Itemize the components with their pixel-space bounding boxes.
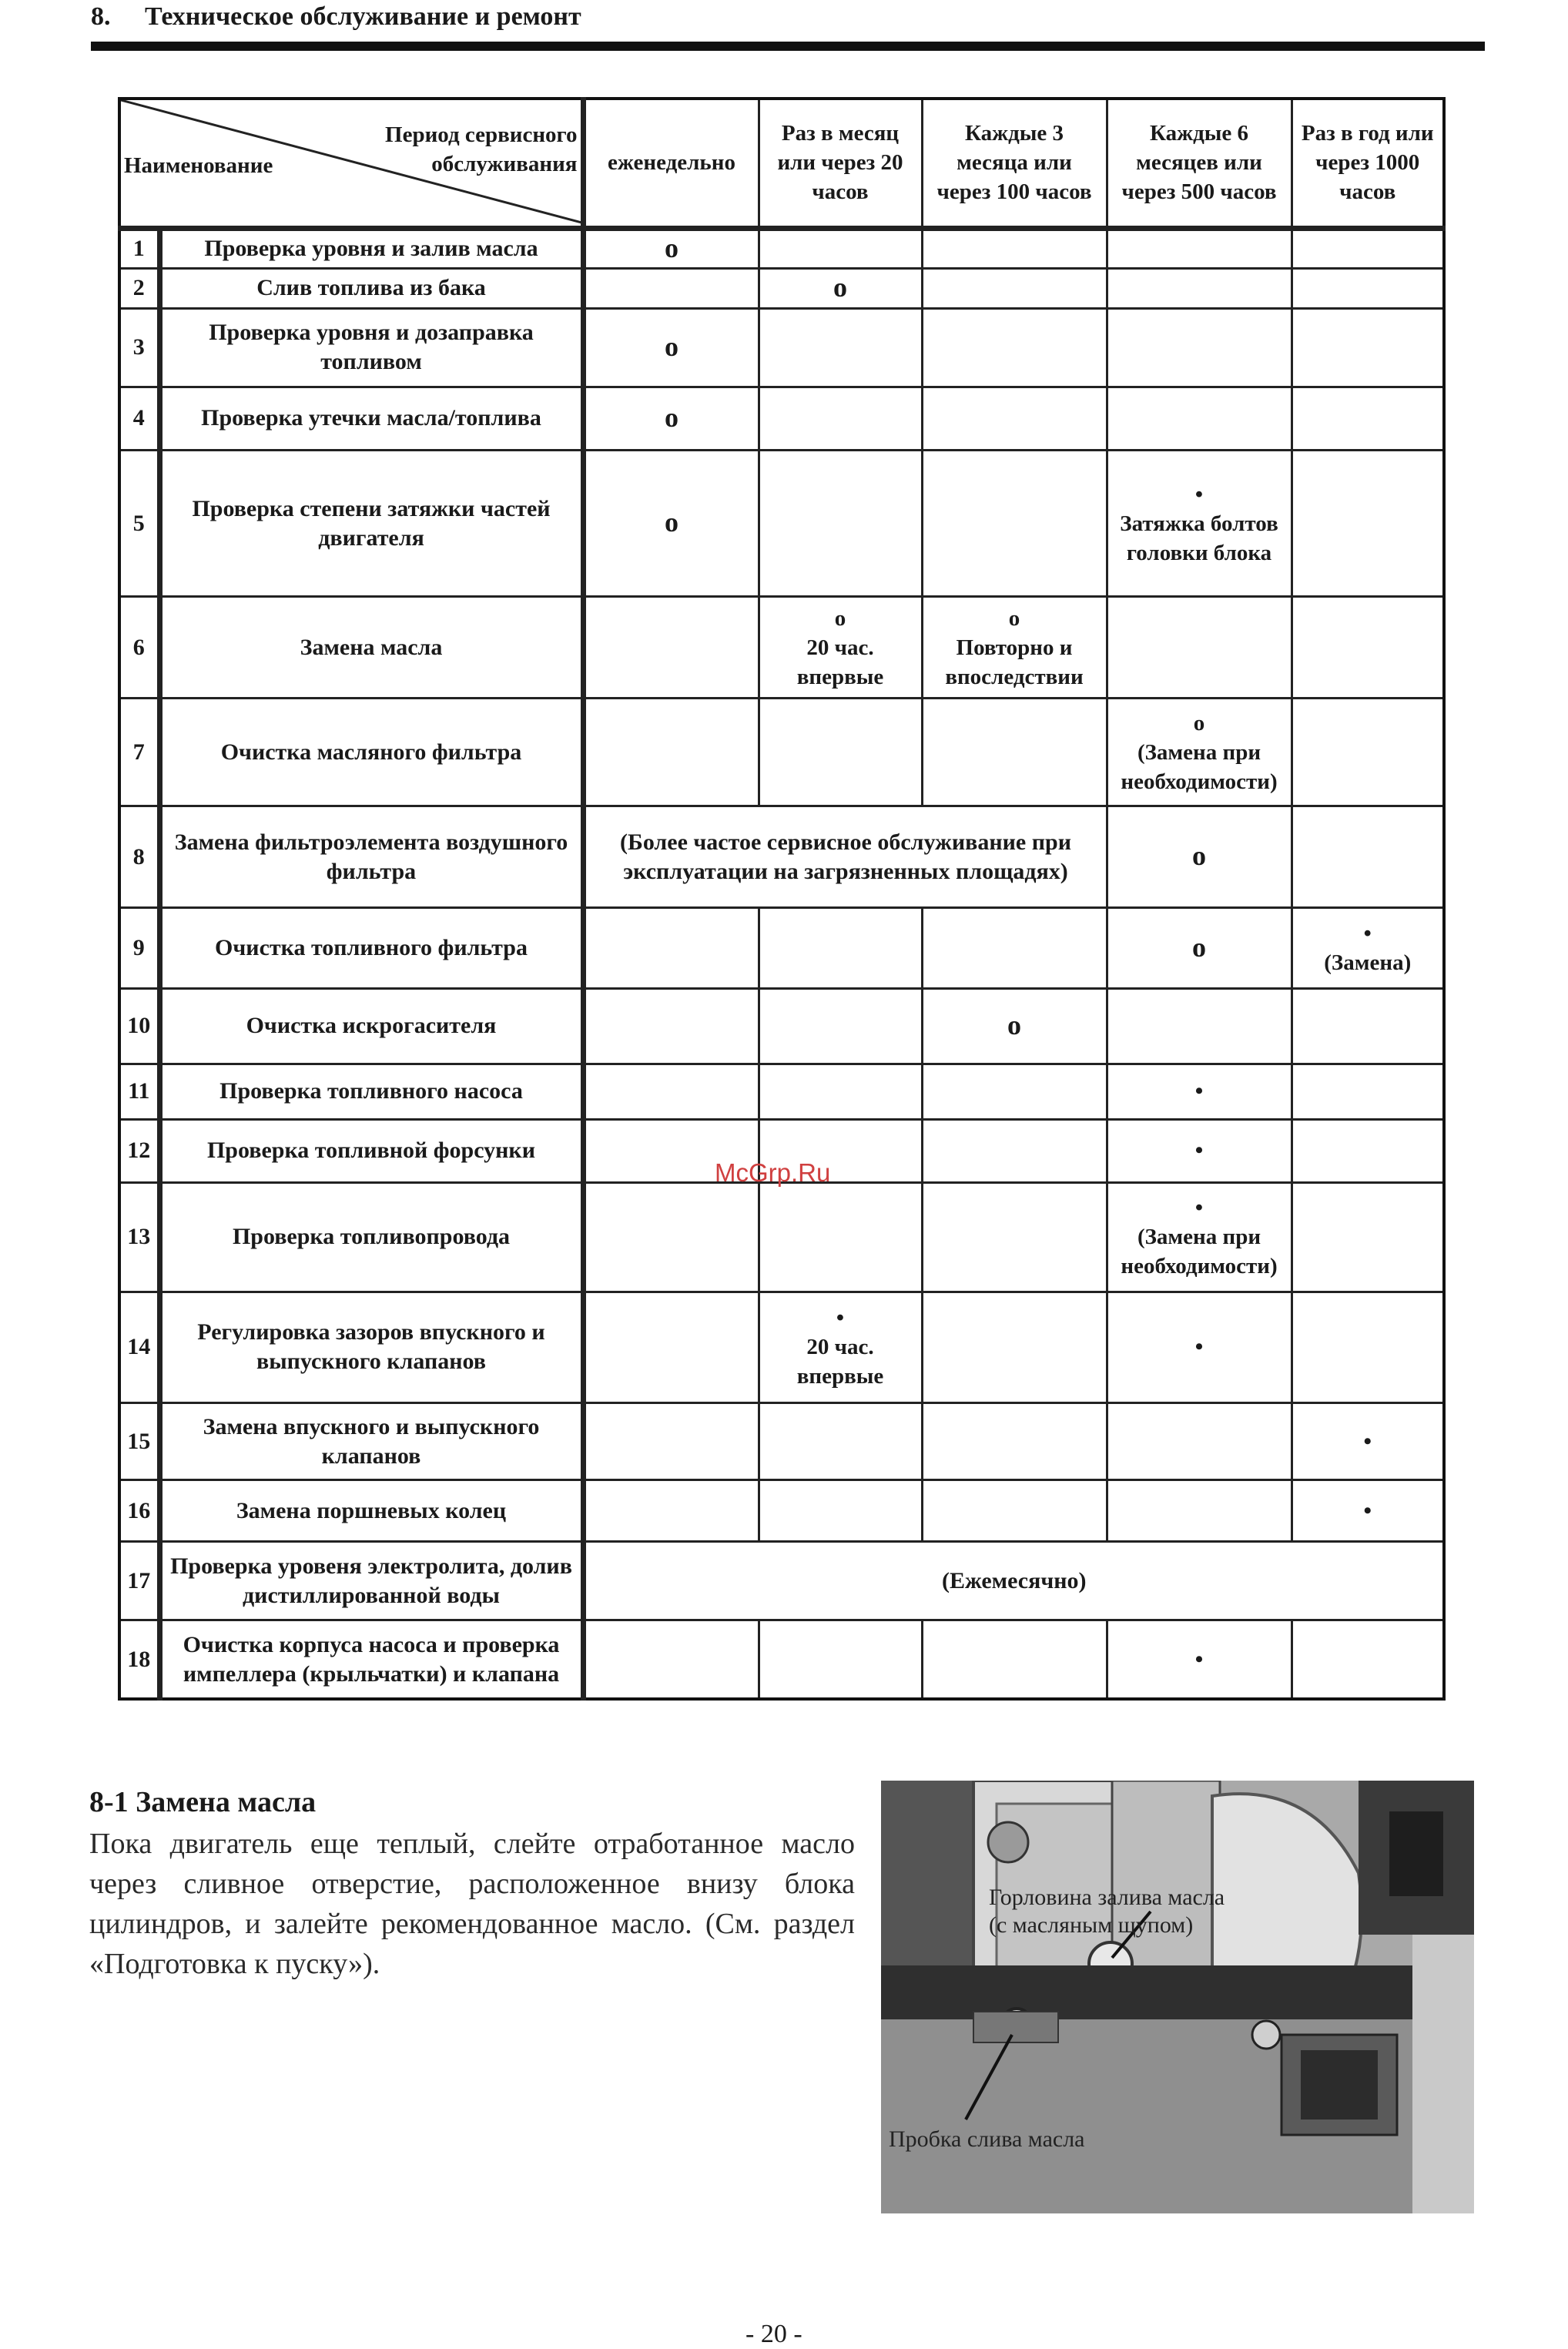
cell-three-month <box>922 308 1107 387</box>
table-row <box>119 908 1444 988</box>
subsection-body: Пока двигатель еще теплый, слейте отработанное масло через сливное отверстие, расположенное внизу блока цилиндров, и залейте рекомендованное масло. (См. раздел «Подготовка к пуску»). <box>89 1828 855 1980</box>
cell-yearly <box>1292 450 1444 596</box>
table-row <box>119 1403 1444 1480</box>
mark: • <box>1194 481 1204 507</box>
mark: • <box>1194 1138 1204 1164</box>
mark: o <box>665 330 678 362</box>
cell-three-month <box>922 1620 1107 1699</box>
cell-weekly <box>583 1480 759 1542</box>
cell-note: 20 час. впервые <box>796 1335 884 1389</box>
cell-weekly <box>583 1064 759 1119</box>
cell-three-month <box>922 1064 1107 1119</box>
cell-note: (Замена) <box>1324 950 1412 976</box>
row-name: Очистка корпуса насоса и проверка импеллера (крыльчатки) и клапана <box>159 1620 583 1699</box>
row-name: Проверка топливопровода <box>159 1182 583 1292</box>
row-name: Проверка уровеня электролита, долив дистиллированной воды <box>159 1542 583 1620</box>
row-number: 3 <box>119 308 159 387</box>
row-name: Очистка масляного фильтра <box>159 699 583 806</box>
row-name: Проверка топливной форсунки <box>159 1119 583 1182</box>
cell-monthly <box>759 1292 922 1402</box>
cell-yearly <box>1292 268 1444 308</box>
row-number: 15 <box>119 1403 159 1480</box>
cell-yearly <box>1292 806 1444 908</box>
maintenance-schedule-table <box>118 97 1446 1701</box>
merged-note-cell: (Ежемесячно) <box>583 1542 1444 1620</box>
cell-six-month <box>1107 1292 1292 1402</box>
corner-header-cell <box>119 99 583 228</box>
oil-filler-label: Горловина залива масла (с масляным щупом) <box>989 1885 1225 1938</box>
table-row <box>119 1542 1444 1620</box>
cell-monthly <box>759 228 922 268</box>
cell-yearly <box>1292 1403 1444 1480</box>
cell-monthly <box>759 308 922 387</box>
cell-yearly <box>1292 1480 1444 1542</box>
cell-weekly <box>583 450 759 596</box>
cell-three-month <box>922 699 1107 806</box>
cell-six-month <box>1107 908 1292 988</box>
row-number: 7 <box>119 699 159 806</box>
table-row <box>119 1620 1444 1699</box>
table-row <box>119 1292 1444 1402</box>
cell-yearly <box>1292 1182 1444 1292</box>
name-label: Наименование <box>124 153 273 178</box>
mark: • <box>1194 1078 1204 1104</box>
row-number: 11 <box>119 1064 159 1119</box>
cell-monthly <box>759 387 922 450</box>
mark: o <box>665 401 678 433</box>
cell-yearly <box>1292 1620 1444 1699</box>
cell-three-month <box>922 1119 1107 1182</box>
cell-three-month <box>922 597 1107 699</box>
cell-three-month <box>922 908 1107 988</box>
cell-yearly <box>1292 988 1444 1064</box>
mark: o <box>665 232 678 263</box>
subsection-title: 8-1 Замена масла <box>89 1786 317 1818</box>
cell-three-month <box>922 1182 1107 1292</box>
row-name: Замена впускного и выпускного клапанов <box>159 1403 583 1480</box>
mark: • <box>1194 1334 1204 1360</box>
watermark: McGrp.Ru <box>715 1158 831 1187</box>
cell-six-month <box>1107 1403 1292 1480</box>
column-header: Каждые 3 месяца или через 100 часов <box>922 99 1107 228</box>
cell-monthly <box>759 268 922 308</box>
table-row <box>119 308 1444 387</box>
table-row <box>119 806 1444 908</box>
cell-yearly <box>1292 1064 1444 1119</box>
cell-six-month <box>1107 308 1292 387</box>
mark: • <box>1363 921 1372 947</box>
column-header: Каждые 6 месяцев или через 500 часов <box>1107 99 1292 228</box>
mark: • <box>1363 1497 1372 1523</box>
row-number: 17 <box>119 1542 159 1620</box>
column-header: Раз в год или через 1000 часов <box>1292 99 1444 228</box>
row-name: Проверка топливного насоса <box>159 1064 583 1119</box>
row-number: 18 <box>119 1620 159 1699</box>
cell-monthly <box>759 597 922 699</box>
cell-yearly <box>1292 228 1444 268</box>
mark: o <box>665 507 678 538</box>
row-number: 14 <box>119 1292 159 1402</box>
cell-three-month <box>922 450 1107 596</box>
row-number: 8 <box>119 806 159 908</box>
table-row <box>119 1064 1444 1119</box>
cell-yearly <box>1292 597 1444 699</box>
mark: o <box>833 271 847 303</box>
cell-three-month <box>922 387 1107 450</box>
row-name: Проверка уровня и дозаправка топливом <box>159 308 583 387</box>
row-number: 6 <box>119 597 159 699</box>
cell-six-month <box>1107 387 1292 450</box>
cell-monthly <box>759 1182 922 1292</box>
cell-monthly <box>759 1480 922 1542</box>
mark: o <box>1007 1009 1021 1040</box>
mark: o <box>1193 710 1205 736</box>
cell-weekly <box>583 988 759 1064</box>
cell-monthly <box>759 908 922 988</box>
cell-weekly <box>583 268 759 308</box>
period-label: Период сервисного обслуживания <box>385 122 578 176</box>
cell-weekly <box>583 1182 759 1292</box>
cell-six-month <box>1107 988 1292 1064</box>
cell-note: (Замена при необходимости) <box>1121 1225 1278 1279</box>
row-number: 13 <box>119 1182 159 1292</box>
table-row <box>119 268 1444 308</box>
cell-monthly <box>759 699 922 806</box>
row-number: 1 <box>119 228 159 268</box>
cell-monthly <box>759 1620 922 1699</box>
mark: • <box>1194 1646 1204 1672</box>
mark: o <box>1008 605 1020 631</box>
row-name: Замена фильтроэлемента воздушного фильтра <box>159 806 583 908</box>
cell-six-month <box>1107 450 1292 596</box>
cell-six-month <box>1107 806 1292 908</box>
cell-monthly <box>759 1064 922 1119</box>
cell-three-month <box>922 228 1107 268</box>
cell-weekly <box>583 1403 759 1480</box>
cell-weekly <box>583 1620 759 1699</box>
cell-monthly <box>759 1403 922 1480</box>
cell-note: 20 час. впервые <box>796 635 884 689</box>
cell-six-month <box>1107 1480 1292 1542</box>
column-header: еженедельно <box>583 99 759 228</box>
section-number: 8. <box>91 2 111 31</box>
cell-six-month <box>1107 597 1292 699</box>
mark: o <box>834 605 846 631</box>
row-number: 16 <box>119 1480 159 1542</box>
table-row <box>119 387 1444 450</box>
cell-yearly <box>1292 308 1444 387</box>
mark: • <box>1363 1428 1372 1454</box>
cell-six-month <box>1107 1182 1292 1292</box>
cell-note: Повторно и впоследствии <box>945 635 1084 689</box>
row-name: Замена масла <box>159 597 583 699</box>
table-header-row <box>119 99 1444 228</box>
cell-weekly <box>583 908 759 988</box>
cell-yearly <box>1292 1292 1444 1402</box>
row-number: 12 <box>119 1119 159 1182</box>
mark: • <box>836 1305 845 1331</box>
cell-yearly <box>1292 908 1444 988</box>
row-number: 5 <box>119 450 159 596</box>
cell-weekly <box>583 597 759 699</box>
header-rule <box>91 42 1485 51</box>
cell-weekly <box>583 1292 759 1402</box>
row-number: 2 <box>119 268 159 308</box>
cell-yearly <box>1292 699 1444 806</box>
cell-weekly <box>583 308 759 387</box>
cell-six-month <box>1107 228 1292 268</box>
cell-weekly <box>583 387 759 450</box>
table-row <box>119 228 1444 268</box>
cell-weekly <box>583 228 759 268</box>
cell-six-month <box>1107 268 1292 308</box>
table-row <box>119 450 1444 596</box>
cell-six-month <box>1107 699 1292 806</box>
cell-three-month <box>922 268 1107 308</box>
section-title: Техническое обслуживание и ремонт <box>145 2 581 31</box>
cell-three-month <box>922 1480 1107 1542</box>
cell-yearly <box>1292 1119 1444 1182</box>
row-name: Замена поршневых колец <box>159 1480 583 1542</box>
mark: o <box>1192 931 1206 963</box>
engine-photo <box>881 1781 1474 2213</box>
table-row <box>119 1480 1444 1542</box>
row-number: 9 <box>119 908 159 988</box>
oil-drain-plug-label: Пробка слива масла <box>889 2126 1085 2152</box>
cell-three-month <box>922 1292 1107 1402</box>
table-row <box>119 597 1444 699</box>
row-name: Проверка степени затяжки частей двигателя <box>159 450 583 596</box>
table-row <box>119 1182 1444 1292</box>
merged-note-cell: (Более частое сервисное обслуживание при эксплуатации на загрязненных площадях) <box>583 806 1107 908</box>
row-number: 10 <box>119 988 159 1064</box>
cell-note: Затяжка болтов головки блока <box>1120 511 1278 565</box>
cell-note: (Замена при необходимости) <box>1121 739 1278 794</box>
row-number: 4 <box>119 387 159 450</box>
cell-monthly <box>759 450 922 596</box>
cell-six-month <box>1107 1064 1292 1119</box>
cell-three-month <box>922 1403 1107 1480</box>
table-row <box>119 699 1444 806</box>
cell-monthly <box>759 988 922 1064</box>
row-name: Проверка уровня и залив масла <box>159 228 583 268</box>
cell-yearly <box>1292 387 1444 450</box>
section-header <box>91 0 1477 34</box>
row-name: Проверка утечки масла/топлива <box>159 387 583 450</box>
page-number: - 20 - <box>745 2320 802 2348</box>
column-header: Раз в месяц или через 20 часов <box>759 99 922 228</box>
cell-three-month <box>922 988 1107 1064</box>
table-row <box>119 988 1444 1064</box>
row-name: Очистка топливного фильтра <box>159 908 583 988</box>
row-name: Регулировка зазоров впускного и выпускного клапанов <box>159 1292 583 1402</box>
row-name: Очистка искрогасителя <box>159 988 583 1064</box>
mark: • <box>1194 1195 1204 1221</box>
cell-weekly <box>583 699 759 806</box>
mark: o <box>1192 840 1206 872</box>
cell-six-month <box>1107 1620 1292 1699</box>
row-name: Слив топлива из бака <box>159 268 583 308</box>
cell-six-month <box>1107 1119 1292 1182</box>
